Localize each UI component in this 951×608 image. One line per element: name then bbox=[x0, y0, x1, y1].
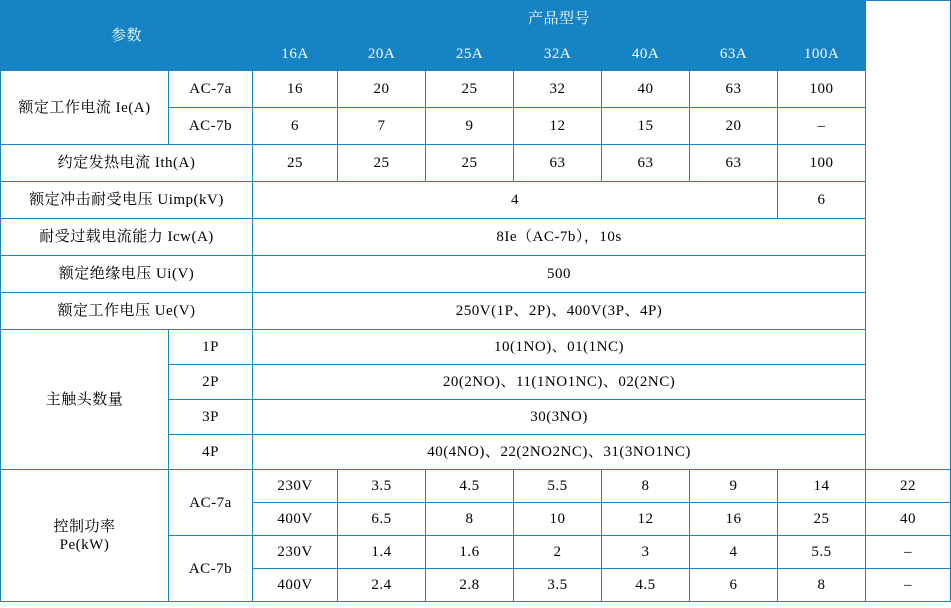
sub-label-3p: 3P bbox=[169, 400, 253, 435]
cell-value: 63 bbox=[690, 71, 778, 108]
row-label-control-power bbox=[1, 470, 169, 602]
sub-label-ac7b: AC-7b bbox=[169, 108, 253, 145]
cell-value: 2.4 bbox=[338, 569, 426, 602]
cell-value: 2.8 bbox=[426, 569, 514, 602]
cell-value: 1.6 bbox=[426, 536, 514, 569]
table-row bbox=[1, 145, 951, 182]
cell-value: 25 bbox=[426, 71, 514, 108]
table-row bbox=[1, 470, 951, 503]
header-parameter: 参数 bbox=[1, 1, 253, 71]
cell-value: 40(4NO)、22(2NO2NC)、31(3NO1NC) bbox=[253, 435, 866, 470]
cell-value: 4.5 bbox=[426, 470, 514, 503]
cell-value: 4 bbox=[690, 536, 778, 569]
header-model-16a: 16A bbox=[253, 38, 338, 71]
row-label-rated-impulse-withstand-voltage: 额定冲击耐受电压 Uimp(kV) bbox=[1, 182, 253, 219]
cell-value: 20(2NO)、11(1NO1NC)、02(2NC) bbox=[253, 365, 866, 400]
header-model-100a: 100A bbox=[778, 38, 866, 71]
cell-value: – bbox=[778, 108, 866, 145]
cell-value: 5.5 bbox=[514, 470, 602, 503]
control-power-label-line2: Pe(kW) bbox=[59, 536, 110, 553]
header-model-25a: 25A bbox=[426, 38, 514, 71]
cell-value: 8Ie（AC-7b），10s bbox=[253, 219, 866, 256]
cell-value: 63 bbox=[690, 145, 778, 182]
cell-value: – bbox=[866, 569, 951, 602]
cell-value: 25 bbox=[778, 503, 866, 536]
cell-value: 4 bbox=[253, 182, 778, 219]
cell-value: 15 bbox=[602, 108, 690, 145]
row-label-rated-insulation-voltage: 额定绝缘电压 Ui(V) bbox=[1, 256, 253, 293]
cell-value: 20 bbox=[338, 71, 426, 108]
sub-label-1p: 1P bbox=[169, 330, 253, 365]
cell-value: 6.5 bbox=[338, 503, 426, 536]
cell-value: 63 bbox=[602, 145, 690, 182]
cell-value: 25 bbox=[426, 145, 514, 182]
table-row bbox=[1, 330, 951, 365]
cell-value: 22 bbox=[866, 470, 951, 503]
table-row bbox=[1, 219, 951, 256]
cell-value: 8 bbox=[426, 503, 514, 536]
table-row bbox=[1, 256, 951, 293]
cell-value: 2 bbox=[514, 536, 602, 569]
cell-value: 30(3NO) bbox=[253, 400, 866, 435]
cell-value: 6 bbox=[253, 108, 338, 145]
cell-value: 14 bbox=[778, 470, 866, 503]
header-model-40a: 40A bbox=[602, 38, 690, 71]
cell-value: 7 bbox=[338, 108, 426, 145]
row-label-conventional-thermal-current: 约定发热电流 Ith(A) bbox=[1, 145, 253, 182]
cell-value: 25 bbox=[253, 145, 338, 182]
cell-value: 25 bbox=[338, 145, 426, 182]
cell-value: 10(1NO)、01(1NC) bbox=[253, 330, 866, 365]
row-label-main-contact-count: 主触头数量 bbox=[1, 330, 169, 470]
table-row bbox=[1, 71, 951, 108]
row-label-rated-operational-current: 额定工作电流 Ie(A) bbox=[1, 71, 169, 145]
cell-value: 3.5 bbox=[338, 470, 426, 503]
cell-value: 1.4 bbox=[338, 536, 426, 569]
cell-value: 4.5 bbox=[602, 569, 690, 602]
header-model-20a: 20A bbox=[338, 38, 426, 71]
cell-value: – bbox=[866, 536, 951, 569]
sub-label-400v: 400V bbox=[253, 569, 338, 602]
cell-value: 8 bbox=[778, 569, 866, 602]
header-model-63a: 63A bbox=[690, 38, 778, 71]
cell-value: 8 bbox=[602, 470, 690, 503]
cell-value: 16 bbox=[690, 503, 778, 536]
cell-value: 100 bbox=[778, 145, 866, 182]
header-product-model: 产品型号 bbox=[253, 1, 866, 38]
cell-value: 500 bbox=[253, 256, 866, 293]
sub-label-ac7a: AC-7a bbox=[169, 71, 253, 108]
cell-value: 12 bbox=[514, 108, 602, 145]
sub-label-230v: 230V bbox=[253, 470, 338, 503]
cell-value: 6 bbox=[778, 182, 866, 219]
sub-label-230v: 230V bbox=[253, 536, 338, 569]
cell-value: 9 bbox=[690, 470, 778, 503]
cell-value: 12 bbox=[602, 503, 690, 536]
group-label-ac7a: AC-7a bbox=[169, 470, 253, 536]
cell-value: 40 bbox=[602, 71, 690, 108]
cell-value: 250V(1P、2P)、400V(3P、4P) bbox=[253, 293, 866, 330]
cell-value: 10 bbox=[514, 503, 602, 536]
cell-value: 6 bbox=[690, 569, 778, 602]
row-label-rated-operational-voltage: 额定工作电压 Ue(V) bbox=[1, 293, 253, 330]
sub-label-400v: 400V bbox=[253, 503, 338, 536]
row-label-overload-withstand-capability: 耐受过载电流能力 Icw(A) bbox=[1, 219, 253, 256]
sub-label-4p: 4P bbox=[169, 435, 253, 470]
table-row bbox=[1, 182, 951, 219]
header-model-32a: 32A bbox=[514, 38, 602, 71]
cell-value: 3.5 bbox=[514, 569, 602, 602]
cell-value: 63 bbox=[514, 145, 602, 182]
cell-value: 40 bbox=[866, 503, 951, 536]
cell-value: 9 bbox=[426, 108, 514, 145]
control-power-label-line1: 控制功率 bbox=[53, 518, 116, 535]
cell-value: 32 bbox=[514, 71, 602, 108]
cell-value: 5.5 bbox=[778, 536, 866, 569]
table-header-row-1 bbox=[1, 1, 951, 38]
table-row bbox=[1, 293, 951, 330]
cell-value: 3 bbox=[602, 536, 690, 569]
cell-value: 16 bbox=[253, 71, 338, 108]
cell-value: 20 bbox=[690, 108, 778, 145]
cell-value: 100 bbox=[778, 71, 866, 108]
sub-label-2p: 2P bbox=[169, 365, 253, 400]
group-label-ac7b: AC-7b bbox=[169, 536, 253, 602]
